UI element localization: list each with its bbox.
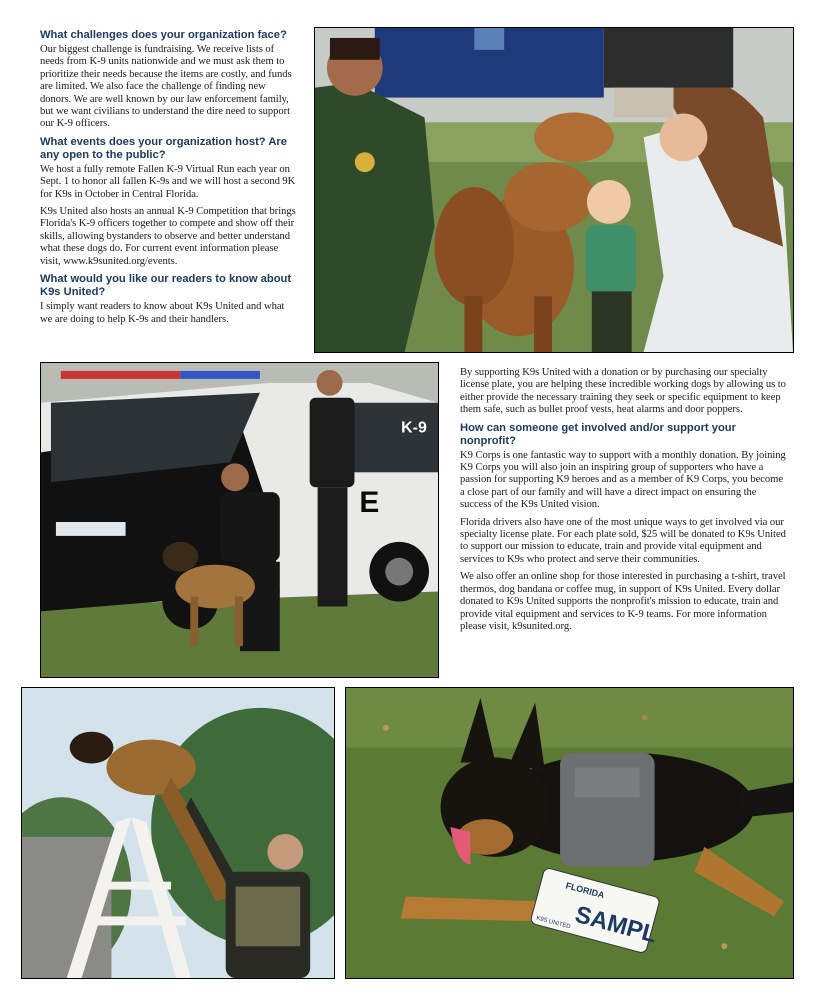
vehicle-door-lettering: E bbox=[359, 486, 380, 520]
photo-shepherd-plate bbox=[345, 687, 794, 979]
answer-challenges: Our biggest challenge is fundraising. We receive lists of needs from K-9 units nationwide and we must ask them to prioritize their needs because the items are costly, and funds are limited. We also face the challenge of finding new donors. We are well known by our law enforcement family, but we want civilians to understand the dire need to support our K-9 officers. bbox=[40, 44, 292, 130]
answer-readers: I simply want readers to know about K9s United and what we are doing to help K-9s and their handlers. bbox=[40, 301, 285, 325]
family-bloodhounds-illustration bbox=[315, 28, 793, 352]
dog-ladder-illustration bbox=[22, 688, 334, 978]
plate-small-text: K9S UNITED bbox=[535, 915, 572, 931]
plate-state: FLORIDA bbox=[564, 880, 606, 901]
k9-corps-paragraph: K9 Corps is one fantastic way to support with a monthly donation. By joining K9 Corps you will also join an inspiring group of supporters who have a passion for supporting K9 heroes and as a member of K9 Corps, you become a close part of our family and will have a direct impact on ensuring the success of the K9s United vision. bbox=[460, 449, 786, 511]
license-plate-paragraph: Florida drivers also have one of the most unique ways to get involved via our specialty license plate. For each plate sold, $25 will be donated to K9s United to support our mission to educate, train and provide vital equipment and services to K9s who protect and serve their communities. bbox=[460, 516, 786, 565]
question-get-involved: How can someone get involved and/or support your nonprofit? bbox=[460, 421, 736, 447]
question-readers: What would you like our readers to know about K9s United? bbox=[40, 273, 292, 299]
plate-number: SAMPL bbox=[572, 900, 660, 949]
vehicle-k9-text: K-9 bbox=[401, 419, 427, 437]
online-shop-paragraph: We also offer an online shop for those interested in purchasing a t-shirt, travel thermos, dog bandana or coffee mug, in support of K9s United. Every dollar donated to K9s United supports the nonprofit's mission to educate, train and provide vital equipment and services to K-9 teams. For more information please visit, k9sunited.org. bbox=[460, 571, 786, 632]
shepherd-plate-illustration bbox=[346, 688, 793, 978]
support-paragraph: By supporting K9s United with a donation or by purchasing our specialty license plate, you are helping these incredible working dogs by allowing us to either provide the necessary training they seek or specific equipment to keep them safe, such as bullet proof vests, heat alarms and door poppers. bbox=[460, 367, 786, 416]
left-text-column bbox=[40, 29, 298, 331]
question-challenges: What challenges does your organization face? bbox=[40, 29, 287, 41]
photo-patrol-vehicle bbox=[40, 362, 439, 678]
patrol-vehicle-illustration bbox=[41, 363, 438, 677]
answer-events-1: We host a fully remote Fallen K-9 Virtual Run each year on Sept. 1 to honor all fallen K-9s and we will host a second 9K for K9s in October in Central Florida. bbox=[40, 163, 296, 200]
photo-dog-ladder bbox=[21, 687, 335, 979]
question-events: What events does your organization host? Are any open to the public? bbox=[40, 135, 287, 161]
photo-family-bloodhounds bbox=[314, 27, 794, 353]
right-text-column bbox=[460, 367, 790, 638]
answer-events-2: K9s United also hosts an annual K-9 Competition that brings Florida's K-9 officers together to compete and show off their skills, allowing bystanders to observe and better understand what these dogs do. For current event information please visit, www.k9sunited.org/events. bbox=[40, 206, 296, 267]
